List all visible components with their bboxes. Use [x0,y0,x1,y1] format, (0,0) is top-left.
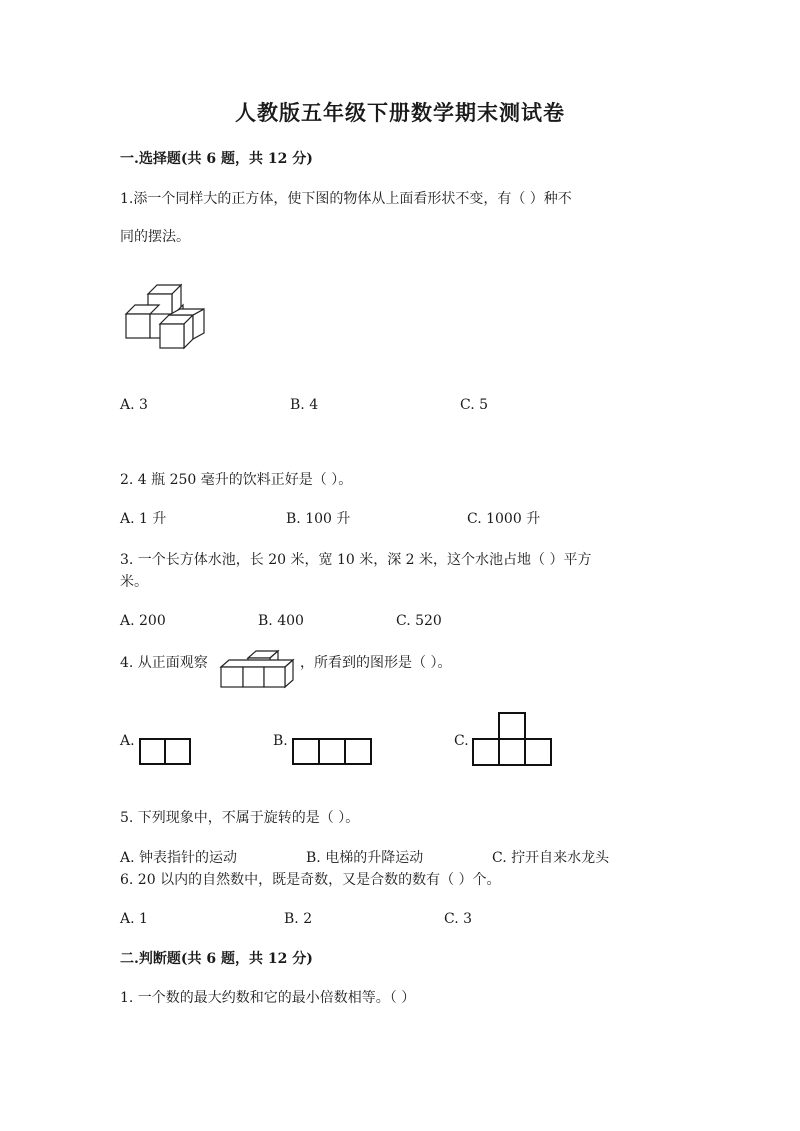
question-1-text-line2: 同的摆法。 [120,229,190,245]
question-2-option-c[interactable]: C. 1000 升 [467,511,541,527]
question-5-option-c[interactable]: C. 拧开自来水龙头 [492,850,610,866]
section-heading-choice: 一.选择题(共 6 题，共 12 分) [120,151,313,167]
question-4-option-a-figure[interactable] [139,738,191,766]
question-2-text: 2. 4 瓶 250 毫升的饮料正好是（ ）。 [120,472,353,488]
question-4-cube-figure [218,648,298,692]
question-4-option-c-label[interactable]: C. [454,733,469,749]
question-1-cube-figure [124,282,208,354]
question-4-option-a-label[interactable]: A. [120,733,135,749]
question-2-option-a[interactable]: A. 1 升 [120,511,167,527]
page-title: 人教版五年级下册数学期末测试卷 [235,100,565,125]
question-3-option-a[interactable]: A. 200 [120,613,166,629]
section-heading-judgment: 二.判断题(共 6 题，共 12 分) [120,951,313,967]
question-3-option-b[interactable]: B. 400 [258,613,304,629]
question-4-text-suffix: ，所看到的图形是（ ）。 [300,655,452,671]
question-4-option-b-label[interactable]: B. [273,733,288,749]
question-1-text-line1: 1.添一个同样大的正方体，使下图的物体从上面看形状不变，有（ ）种不 [120,191,572,207]
question-2-option-b[interactable]: B. 100 升 [286,511,351,527]
question-3-option-c[interactable]: C. 520 [396,613,442,629]
question-6-option-b[interactable]: B. 2 [284,911,313,927]
question-4-option-b-figure[interactable] [292,738,372,766]
question-1-option-c[interactable]: C. 5 [460,397,489,413]
question-6-option-a[interactable]: A. 1 [120,911,148,927]
question-4-option-c-figure[interactable] [472,712,552,766]
question-5-option-b[interactable]: B. 电梯的升降运动 [306,850,424,866]
question-1-option-a[interactable]: A. 3 [120,397,148,413]
question-1-option-b[interactable]: B. 4 [290,397,319,413]
judgment-1-text: 1. 一个数的最大约数和它的最小倍数相等。（ ） [120,990,416,1006]
question-6-option-c[interactable]: C. 3 [444,911,473,927]
question-5-option-a[interactable]: A. 钟表指针的运动 [120,850,238,866]
question-5-text: 5. 下列现象中，不属于旋转的是（ ）。 [120,810,360,826]
question-6-text: 6. 20 以内的自然数中，既是奇数，又是合数的数有（ ）个。 [120,872,501,888]
question-4-text-prefix: 4. 从正面观察 [120,655,208,671]
question-3-text-line2: 米。 [120,574,148,590]
question-3-text-line1: 3. 一个长方体水池，长 20 米，宽 10 米，深 2 米，这个水池占地（ ）平方 [120,552,592,568]
